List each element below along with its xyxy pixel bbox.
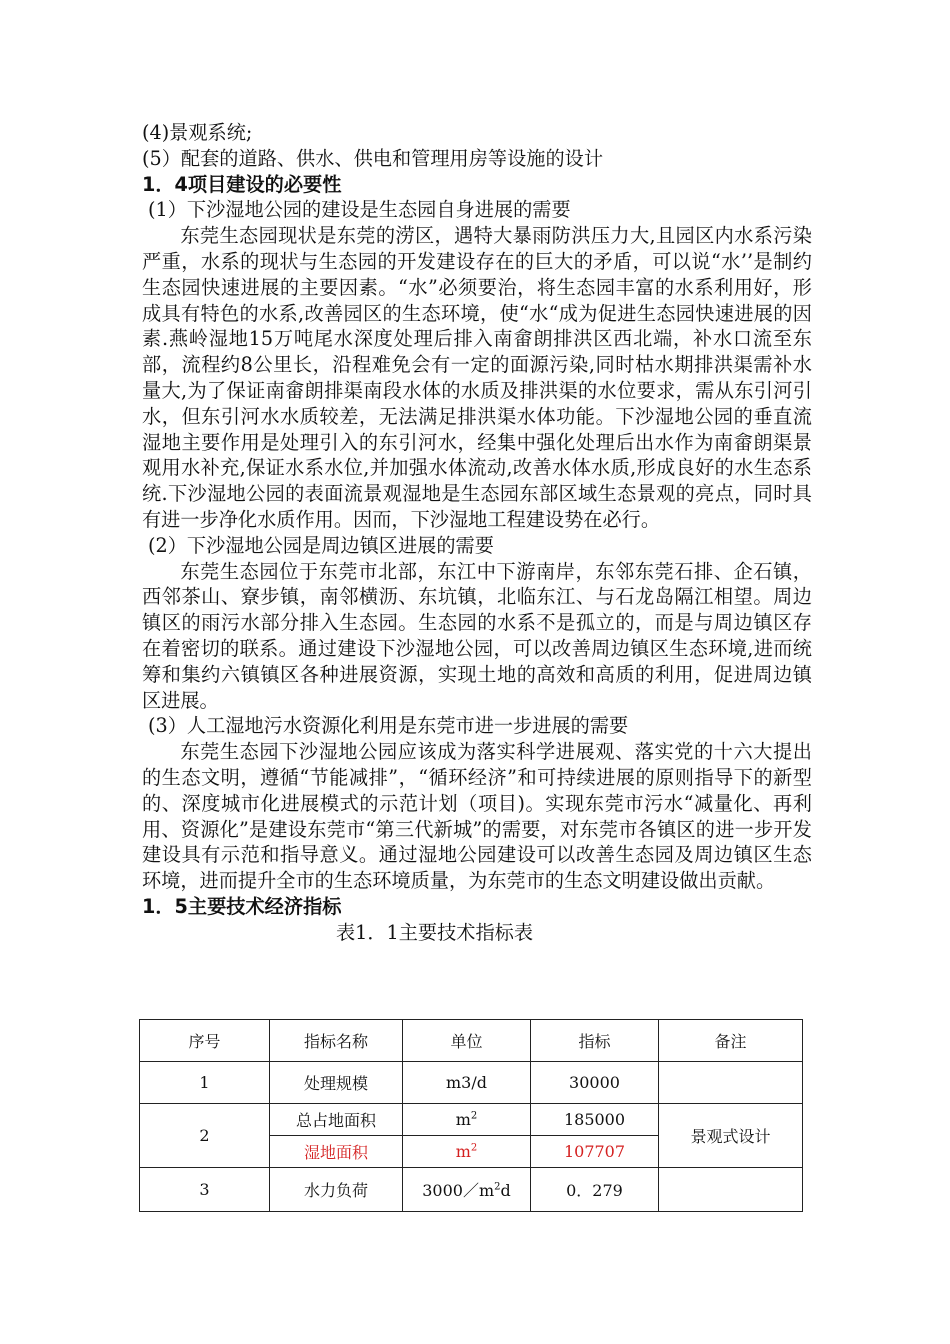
subheading-2: (2）下沙湿地公园是周边镇区进展的需要 bbox=[148, 533, 494, 557]
header-name: 指标名称 bbox=[270, 1020, 403, 1062]
cell-note: 景观式设计 bbox=[659, 1104, 803, 1168]
cell-value: 30000 bbox=[531, 1062, 659, 1104]
cell-unit: $m^2$ bbox=[403, 1136, 531, 1168]
subheading-3: (3）人工湿地污水资源化利用是东莞市进一步进展的需要 bbox=[148, 714, 629, 738]
list-item-4: (4)景观系统; bbox=[142, 121, 253, 144]
cell-name: 处理规模 bbox=[270, 1062, 403, 1104]
list-item-5: (5）配套的道路、供水、供电和管理用房等设施的设计 bbox=[142, 146, 604, 170]
paragraph-1: 东莞生态园现状是东莞的涝区，遇特大暴雨防洪压力大,且园区内水系污染严重，水系的现状与生态园的开发建设存在的巨大的矛盾，可以说“水’’是制约生态园快速进展的主要因素。“水”必须要治，将生态园丰富的水系利用好，形成具有特色的水系,改善园区的生态环境，使“水“成为促进生态园快速进展的因素.燕岭湿地15万吨尾水深度处理后排入南畲朗排洪区西北端，补水口流至东部，流程约8公里长，沿程难免会有一定的面源污染,同时枯水期排洪渠需补水量大,为了保证南畲朗排渠南段水体的水质及排洪渠的水位要求，需从东引河引水，但东引河水水质较差，无法满足排洪渠水体功能。下沙湿地公园的垂直流湿地主要作用是处理引入的东引河水，经集中强化处理后出水作为南畲朗渠景观用水补充,保证水系水位,并加强水体流动,改善水体水质,形成良好的水生态系统.下沙湿地公园的表面流景观湿地是生态园东部区域生态景观的亮点，同时具有进一步净化水质作用。因而，下沙湿地工程建设势在必行。 bbox=[142, 224, 812, 531]
paragraph-2: 东莞生态园位于东莞市北部，东江中下游南岸，东邻东莞石排、企石镇，西邻茶山、寮步镇，南邻横沥、东坑镇，北临东江、与石龙岛隔江相望。周边镇区的雨污水部分排入生态园。生态园的水系不是孤立的，而是与周边镇区存在着密切的联系。通过建设下沙湿地公园，可以改善周边镇区生态环境,进而统筹和集约六镇镇区各种进展资源，实现土地的高效和高质的利用，促进周边镇区进展。 bbox=[142, 559, 812, 712]
cell-unit: $m^2$ bbox=[403, 1104, 531, 1136]
cell-value: 107707 bbox=[531, 1136, 659, 1168]
document-body bbox=[142, 120, 812, 946]
cell-name: 水力负荷 bbox=[270, 1168, 403, 1212]
section-heading-1-4: 1．4项目建设的必要性 bbox=[142, 172, 342, 196]
cell-value: 185000 bbox=[531, 1104, 659, 1136]
indicator-table bbox=[139, 1019, 803, 1212]
cell-value: 0．279 bbox=[531, 1168, 659, 1212]
cell-no: 2 bbox=[140, 1104, 270, 1168]
subheading-1: (1）下沙湿地公园的建设是生态园自身进展的需要 bbox=[148, 198, 571, 222]
table-header-row bbox=[140, 1020, 803, 1062]
header-value: 指标 bbox=[531, 1020, 659, 1062]
table-caption: 表1．1主要技术指标表 bbox=[335, 920, 534, 944]
cell-no: 1 bbox=[140, 1062, 270, 1104]
table-row bbox=[140, 1104, 803, 1136]
cell-unit: $3000/m^2d$ bbox=[403, 1168, 531, 1212]
section-heading-1-5: 1．5主要技术经济指标 bbox=[142, 894, 342, 918]
cell-unit: m3/d bbox=[403, 1062, 531, 1104]
paragraph-3: 东莞生态园下沙湿地公园应该成为落实科学进展观、落实党的十六大提出的生态文明，遵循“节能减排”，“循环经济”和可持续进展的原则指导下的新型的、深度城市化进展模式的示范计划（项目)。实现东莞市污水“减量化、再利用、资源化”是建设东莞市“第三代新城”的需要，对东莞市各镇区的进一步开发建设具有示范和指导意义。通过湿地公园建设可以改善生态园及周边镇区生态环境，进而提升全市的生态环境质量，为东莞市的生态文明建设做出贡献。 bbox=[142, 740, 812, 893]
header-note: 备注 bbox=[659, 1020, 803, 1062]
table-row bbox=[140, 1062, 803, 1104]
cell-note bbox=[659, 1168, 803, 1212]
cell-no: 3 bbox=[140, 1168, 270, 1212]
cell-name: 湿地面积 bbox=[270, 1136, 403, 1168]
table-row bbox=[140, 1168, 803, 1212]
header-no: 序号 bbox=[140, 1020, 270, 1062]
cell-name: 总占地面积 bbox=[270, 1104, 403, 1136]
cell-note bbox=[659, 1062, 803, 1104]
header-unit: 单位 bbox=[403, 1020, 531, 1062]
